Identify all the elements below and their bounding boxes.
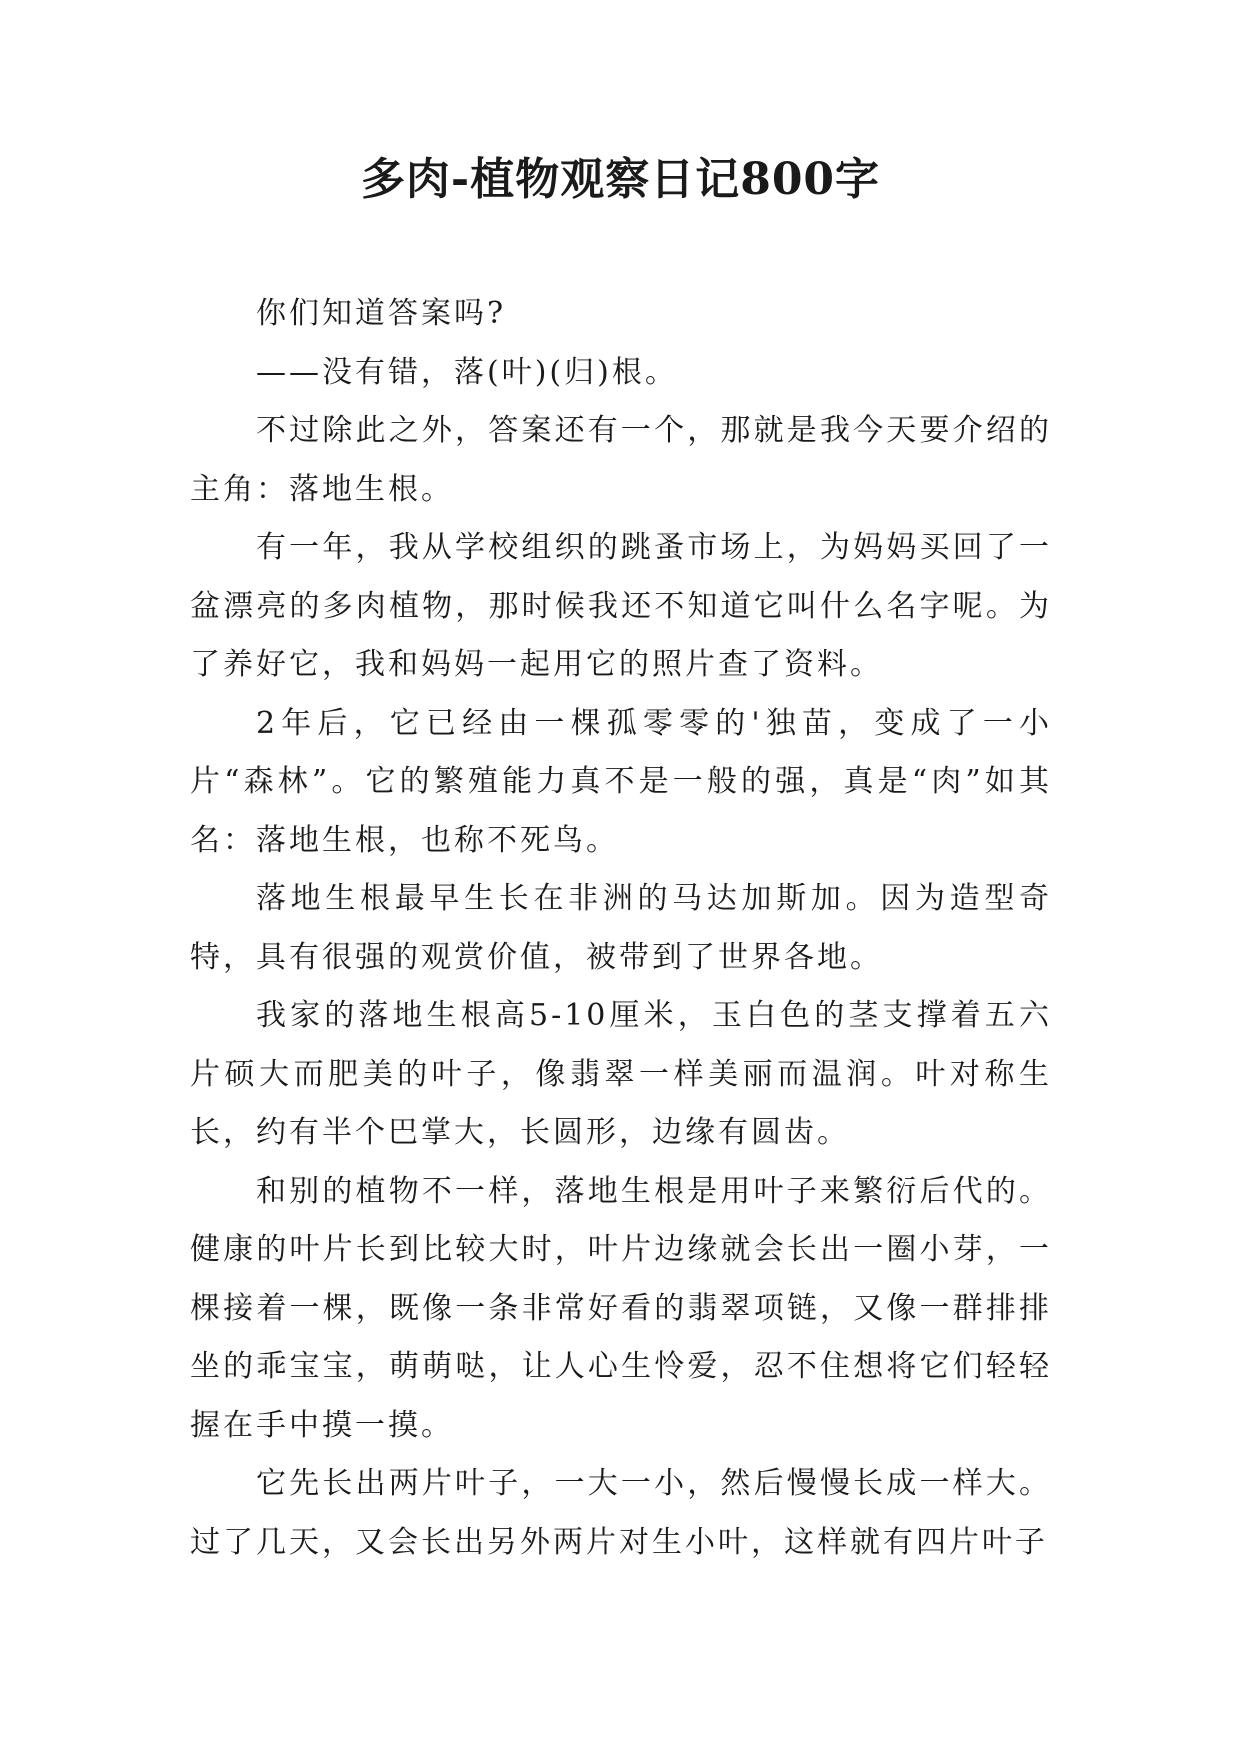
- paragraph: 它先长出两片叶子，一大一小，然后慢慢长成一样大。过了几天，又会长出另外两片对生小叶，这样就有四片叶子: [190, 1466, 1052, 1560]
- document-title: 多肉-植物观察日记800字: [360, 154, 881, 205]
- paragraph: 不过除此之外，答案还有一个，那就是我今天要介绍的主角：落地生根。: [190, 413, 1052, 507]
- paragraph: 有一年，我从学校组织的跳蚤市场上，为妈妈买回了一盆漂亮的多肉植物，那时候我还不知道它叫什么名字呢。为了养好它，我和妈妈一起用它的照片查了资料。: [190, 530, 1052, 682]
- document-body: [190, 285, 1052, 1572]
- paragraph: 2年后，它已经由一棵孤零零的'独苗，变成了一小片“森林”。它的繁殖能力真不是一般的强，真是“肉”如其名：落地生根，也称不死鸟。: [190, 705, 1052, 858]
- paragraph: 我家的落地生根高5-10厘米，玉白色的茎支撑着五六片硕大而肥美的叶子，像翡翠一样美丽而温润。叶对称生长，约有半个巴掌大，长圆形，边缘有圆齿。: [190, 998, 1052, 1150]
- paragraph: ——没有错，落(叶)(归)根。: [256, 354, 678, 390]
- paragraph: 你们知道答案吗?: [256, 296, 507, 331]
- paragraph: 落地生根最早生长在非洲的马达加斯加。因为造型奇特，具有很强的观赏价值，被带到了世界各地。: [190, 881, 1052, 975]
- paragraph: 和别的植物不一样，落地生根是用叶子来繁衍后代的。健康的叶片长到比较大时，叶片边缘就会长出一圈小芽，一棵接着一棵，既像一条非常好看的翡翠项链，又像一群排排坐的乖宝宝，萌萌哒，让人心生怜爱，忍不住想将它们轻轻握在手中摸一摸。: [190, 1173, 1052, 1443]
